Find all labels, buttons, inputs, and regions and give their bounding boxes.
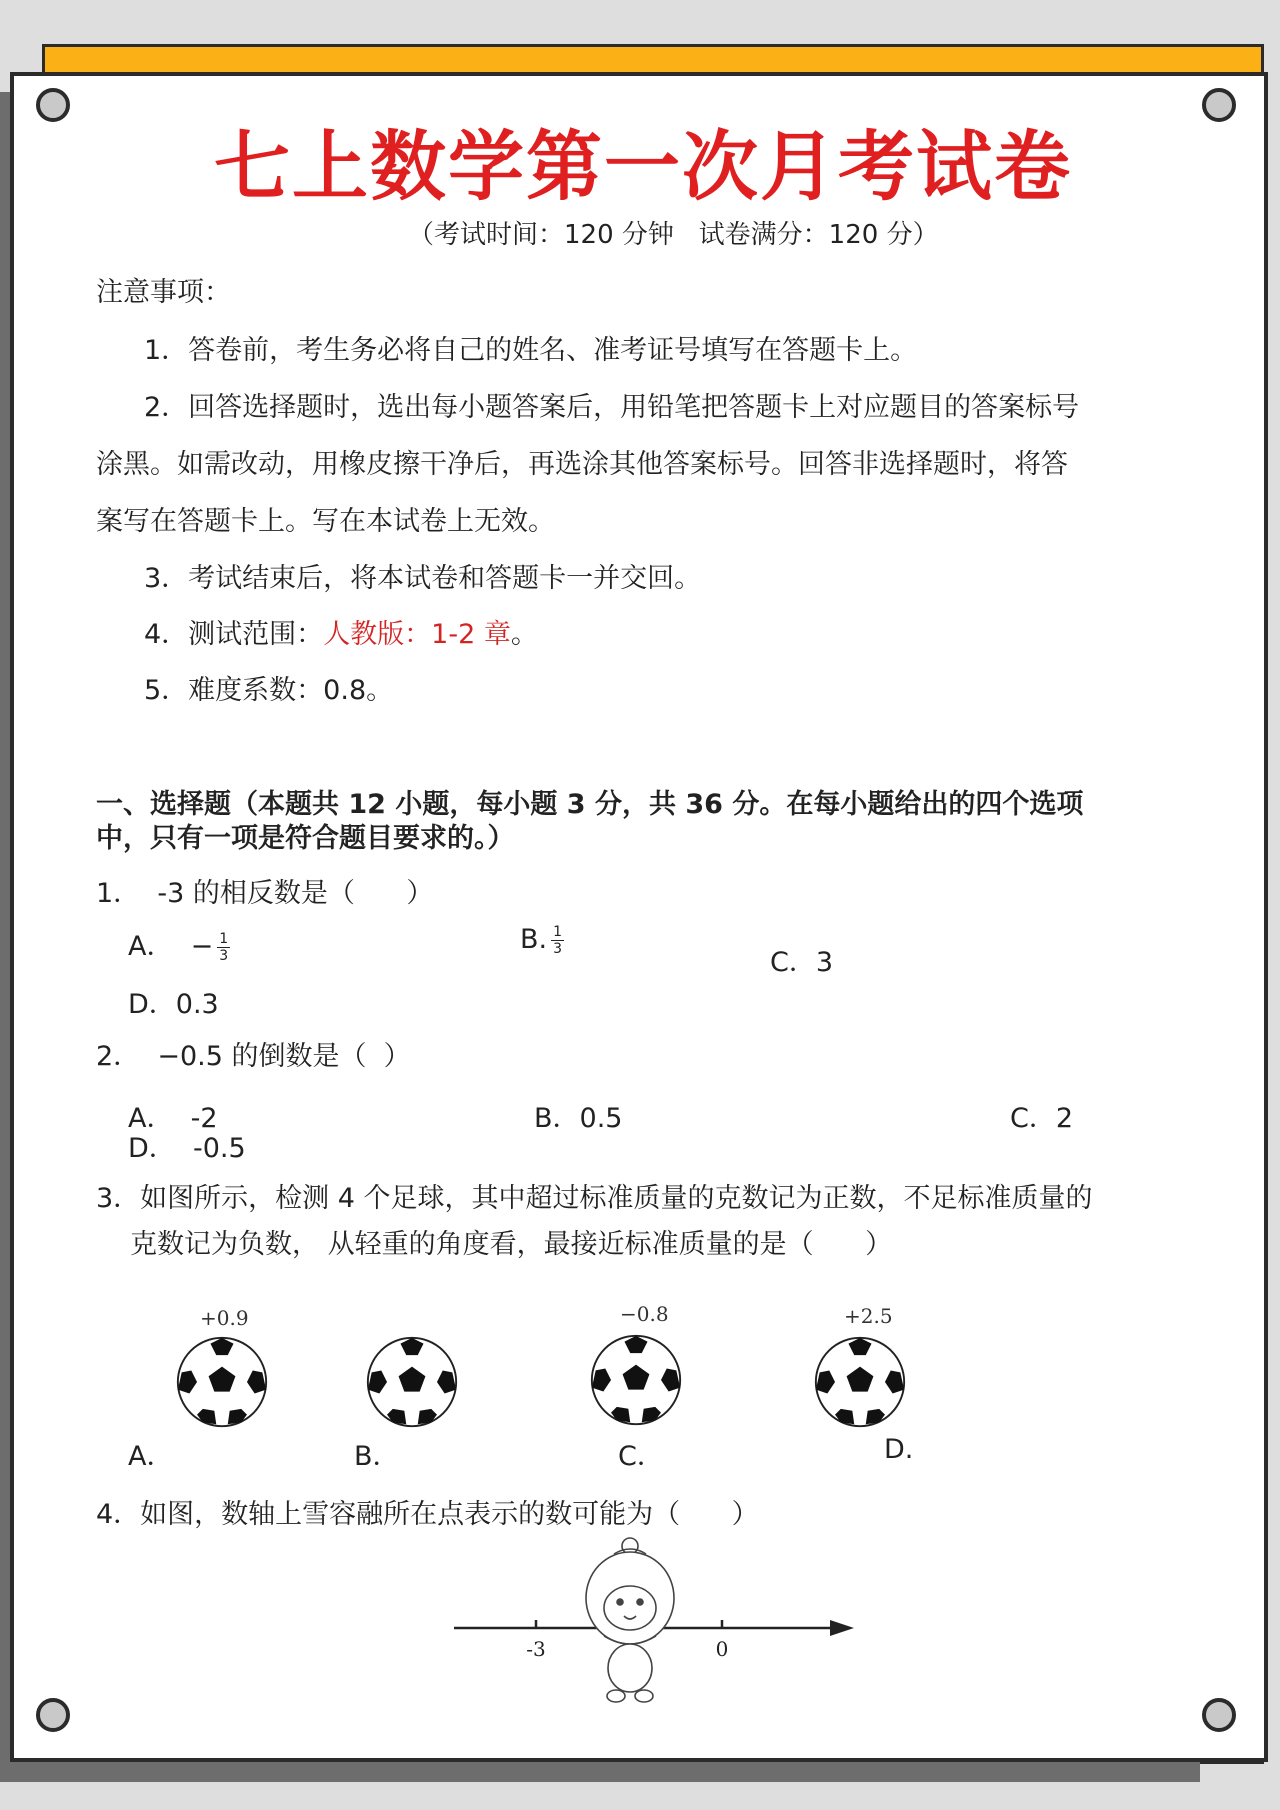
notice-item-2-line-2: 涂黑。如需改动，用橡皮擦干净后，再选涂其他答案标号。回答非选择题时，将答 xyxy=(96,449,1068,480)
notice-item-2-line-1: 2．回答选择题时，选出每小题答案后，用铅笔把答题卡上对应题目的答案标号 xyxy=(144,392,1080,423)
notice-heading: 注意事项： xyxy=(96,277,231,308)
notice-item-1: 1．答卷前，考生务必将自己的姓名、准考证号填写在答题卡上。 xyxy=(144,335,918,366)
ball-d-mass-label: +2.5 xyxy=(844,1304,893,1328)
binder-ring-icon xyxy=(1202,1698,1236,1732)
ball-c-mass-label: −0.8 xyxy=(620,1302,669,1326)
option-a-label: A． − xyxy=(128,931,214,962)
fraction-one-third: $\frac{1}{3}$ xyxy=(219,931,229,964)
soccer-ball-icon xyxy=(364,1334,460,1430)
notice-item-3: 3．考试结束后，将本试卷和答题卡一并交回。 xyxy=(144,563,702,594)
number-line-figure xyxy=(454,1536,874,1716)
mascot-icon xyxy=(586,1538,674,1702)
question-1-option-a xyxy=(128,924,230,964)
question-3-option-c: C． xyxy=(618,1441,664,1472)
notice-item-2-line-3: 案写在答题卡上。写在本试卷上无效。 xyxy=(96,506,555,537)
question-2-option-a: A． -2 xyxy=(128,1103,218,1134)
soccer-ball-icon xyxy=(174,1334,270,1430)
question-1-option-b xyxy=(520,924,564,957)
exam-subtitle: （考试时间：120 分钟 试卷满分：120 分） xyxy=(408,220,939,250)
question-3-stem-line-1: 3．如图所示，检测 4 个足球，其中超过标准质量的克数记为正数，不足标准质量的 xyxy=(96,1183,1093,1214)
exam-title: 七上数学第一次月考试卷 xyxy=(214,122,1072,211)
option-b-label: B. xyxy=(520,924,548,955)
question-2-option-d: D． -0.5 xyxy=(128,1133,246,1164)
notice-item-5: 5．难度系数：0.8。 xyxy=(144,675,394,706)
question-1-option-d: D．0.3 xyxy=(128,989,219,1020)
ball-a-mass-label: +0.9 xyxy=(200,1306,249,1330)
question-1-stem: 1． -3 的相反数是（ ） xyxy=(96,878,434,909)
question-3-stem-line-2: 克数记为负数， 从轻重的角度看，最接近标准质量的是（ ） xyxy=(130,1229,893,1260)
fraction-one-third: $\frac{1}{3}$ xyxy=(553,924,563,957)
notice-item-4-suffix: 。 xyxy=(510,619,538,650)
question-2-stem: 2． −0.5 的倒数是（ ） xyxy=(96,1041,411,1072)
question-2-option-b: B．0.5 xyxy=(534,1103,623,1134)
tick-label-neg3: -3 xyxy=(526,1637,546,1661)
binder-ring-icon xyxy=(36,1698,70,1732)
section-1-heading-line-2: 中，只有一项是符合题目要求的。） xyxy=(96,823,515,854)
test-range-highlight: 人教版：1-2 章 xyxy=(323,619,511,650)
notice-item-4-prefix: 4．测试范围： xyxy=(144,619,324,650)
notice-item-4 xyxy=(144,612,538,651)
question-3-option-b: B． xyxy=(354,1441,400,1472)
soccer-ball-icon xyxy=(588,1332,684,1428)
question-1-option-c: C．3 xyxy=(770,947,834,978)
tick-label-0: 0 xyxy=(715,1637,729,1661)
question-3-option-d: D. xyxy=(884,1434,914,1465)
question-4-stem: 4．如图，数轴上雪容融所在点表示的数可能为（ ） xyxy=(96,1499,759,1530)
arrow-right-icon xyxy=(830,1620,854,1636)
exam-paper xyxy=(10,72,1268,1762)
soccer-ball-icon xyxy=(812,1334,908,1430)
section-1-heading-line-1: 一、选择题（本题共 12 小题，每小题 3 分，共 36 分。在每小题给出的四个选项 xyxy=(96,789,1084,820)
question-2-option-c: C．2 xyxy=(1010,1103,1074,1134)
question-3-option-a: A． xyxy=(128,1441,174,1472)
